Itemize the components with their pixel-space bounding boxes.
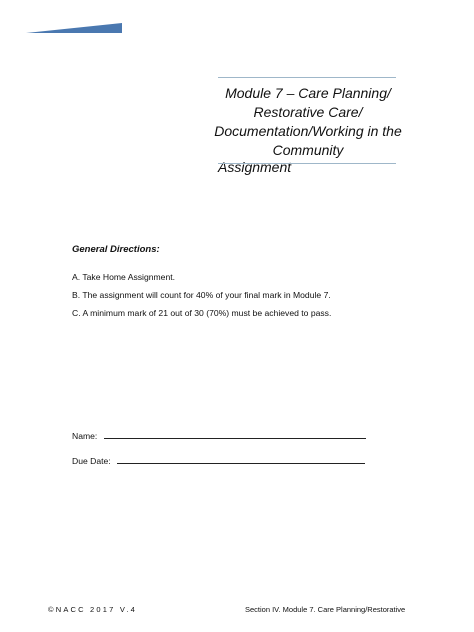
document-title	[212, 84, 404, 175]
title-line-2: Restorative Care/	[253, 104, 363, 120]
directions-heading: General Directions:	[72, 244, 160, 255]
due-date-blank-line[interactable]	[117, 455, 365, 464]
title-rule-top	[218, 77, 396, 78]
title-line-3: Documentation/Working in the	[214, 123, 402, 139]
title-line-4: Community	[272, 142, 344, 158]
name-label: Name:	[72, 431, 98, 441]
title-assignment: Assignment	[218, 159, 292, 175]
name-field-row	[72, 430, 366, 441]
direction-item: A. Take Home Assignment.	[72, 272, 176, 282]
title-rule-bottom	[218, 163, 396, 164]
directions-list	[72, 268, 331, 322]
corner-decoration	[26, 23, 122, 33]
direction-item: C. A minimum mark of 21 out of 30 (70%) must be achieved to pass.	[72, 308, 332, 318]
footer-copyright: ©NACC 2017 V.4	[48, 605, 137, 614]
corner-band-shape	[26, 23, 122, 33]
title-line-1: Module 7 – Care Planning/	[225, 85, 391, 101]
due-date-field-row	[72, 455, 365, 466]
direction-item: B. The assignment will count for 40% of your final mark in Module 7.	[72, 290, 331, 300]
name-blank-line[interactable]	[104, 430, 366, 439]
due-date-label: Due Date:	[72, 456, 111, 466]
footer-section: Section IV. Module 7. Care Planning/Restorative	[245, 605, 406, 614]
